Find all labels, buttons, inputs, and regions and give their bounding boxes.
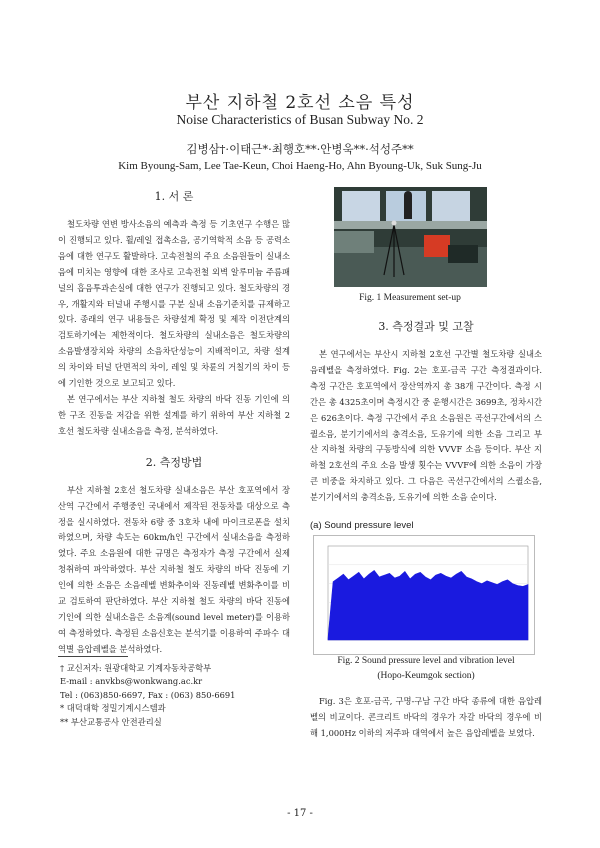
section-3-paragraph-1: 본 연구에서는 부산시 지하철 2호선 구간별 철도차량 실내소음레벨을 측정하였다. Fig. 2는 호포-금곡 구간 측정결과이다. 측정 구간은 호포역에서 장산역까지 총 38개 구간이다. 측정 시간은 총 4325초이며 측정시간 중 운행시간은 3699초, 정차시간은 626초이다. 측정 구간에서 주요 소음원은 곡선구간에서의 스퀼소음, 분기기에서의 충격소음, 도유기에 의한 소음 그리고 부산 지하철 차량의 구동방식에 의한 VVVF 소음 등이다. 부산 지하철 2호선의 주요 소음 발생 횟수는 VVVF에 의한 소음이 가장 큰 비중을 차지하고 있다. 그 다음은 곡선구간에서의 스퀼소음, 분기기에서의 충격소음, 도유기에 의한 소음 순이다. <box>310 349 542 503</box>
title-english: Noise Characteristics of Busan Subway No. 2 <box>176 112 424 127</box>
measurement-photo <box>334 187 487 287</box>
section-1-paragraph-2: 본 연구에서는 부산 지하철 철도 차량의 바닥 진동 기인에 의한 구조 진동을 저감을 위한 설계를 하기 위하여 부산 지하철 2호선 철도차량 실내소음을 측정, 분석하였다. <box>58 393 290 436</box>
section-3-paragraph-2: Fig. 3은 호포-금곡, 구명-구남 구간 바닥 종류에 대한 음압레벨의 비교이다. 콘크리트 바닥의 경우가 자갈 바닥의 경우에 비해 1,000Hz 이하의 저주파 대역에서 높은 음압레벨을 보였다. <box>310 696 542 738</box>
figure-2-caption-line-2: (Hopo-Keumgok section) <box>377 671 475 681</box>
section-2-heading: 2. 측정방법 <box>145 455 203 469</box>
title-korean: 부산 지하철 2호선 소음 특성 <box>185 93 415 113</box>
section-1-paragraph-1: 철도차량 연변 방사소음의 예측과 측정 등 기초연구 수행은 많이 진행되고 있다. 휠/레일 접촉소음, 공기역학적 소음 등 공력소음에 대한 연구도 활발하다. 고속전철의 주요 소음원들이 실내소음에 미치는 영향에 대한 조사로 고속전철 외벽 알루미늄 주름패널의 흡음투과손실에 대한 연구가 진행되고 있다. 철도차량의 경우, 개활지와 터널내 주행시를 구분 실내 소음기준치를 규제하고 있다. 종래의 연구 내용들은 차량설계 확정 및 제작 이전단계의 검토하기에는 제한적이다. 철도차량의 실내소음은 철도차량의 소음발생장치와 차량의 소음차단성능이 지배적이고, 차량 설계의 차이와 터널 단면적의 차이, 레일 및 차륜의 거칠기의 차이 등에 기인한 것으로 보고되고 있다. <box>58 219 290 389</box>
figure-1-caption: Fig. 1 Measurement set-up <box>359 293 461 303</box>
chart-label: (a) Sound pressure level <box>310 520 414 531</box>
footnote-corresponding: † 교신저자: 원광대학교 기계자동차공학부 <box>60 663 212 673</box>
right-column-text <box>310 318 542 506</box>
footnote-divider <box>58 656 128 657</box>
measurement-photo-drawing <box>334 187 487 287</box>
sound-pressure-chart <box>313 535 535 655</box>
footnote-email: E-mail : anvkbs@wonkwang.ac.kr <box>60 676 203 687</box>
figure-2-caption-line-1: Fig. 2 Sound pressure level and vibration level <box>337 656 515 666</box>
page-number: - 17 - <box>287 808 313 819</box>
footnote-tel: Tel : (063)850-6697, Fax : (063) 850-6691 <box>60 689 236 700</box>
left-column <box>58 188 290 658</box>
section-1-heading: 1. 서 론 <box>154 190 194 203</box>
footnote-affiliation-2: ** 부산교통공사 안전관리실 <box>60 716 162 727</box>
section-3-heading: 3. 측정결과 및 고찰 <box>378 320 474 333</box>
footnote-affiliation-1: * 대덕대학 정밀기계시스템과 <box>60 703 166 714</box>
footnotes <box>60 662 292 729</box>
right-column-bottom <box>310 694 542 742</box>
sound-pressure-plot <box>314 536 534 654</box>
authors-korean: 김병삼†·이태근*·최행호**·안병욱**·석성주** <box>186 142 414 156</box>
authors-english: Kim Byoung-Sam, Lee Tae-Keun, Choi Haeng-Ho, Ahn Byoung-Uk, Suk Sung-Ju <box>118 160 482 172</box>
section-2-paragraph-1: 부산 지하철 2호선 철도차량 실내소음은 부산 호포역에서 장산역 구간에서 주행중인 국내에서 제작된 전동차를 대상으로 측정을 실시하였다. 전동차 6량 중 3호차 내에 마이크로폰을 설치하였으며, 차량 속도는 60km/h인 구간에서 실내소음을 측정하였다. 주요 소음원에 대한 규명은 측정자가 측정 구간에서 실제 청취하여 파악하였다. 부산 지하철 철도 차량의 바닥 진동에 기인에 의한 소음은 소음레벨 변화추이와 진동레벨 변화추이를 비교 검토하여 판단하였다. 부산 지하철 철도 차량의 바닥 진동에 기인에 의한 실내소음은 소음계(sound level meter)를 이용하여 측정하였다. 측정된 소음신호는 분석기를 이용하여 주파수 대역별 음압레벨을 분석하였다. <box>58 484 290 654</box>
